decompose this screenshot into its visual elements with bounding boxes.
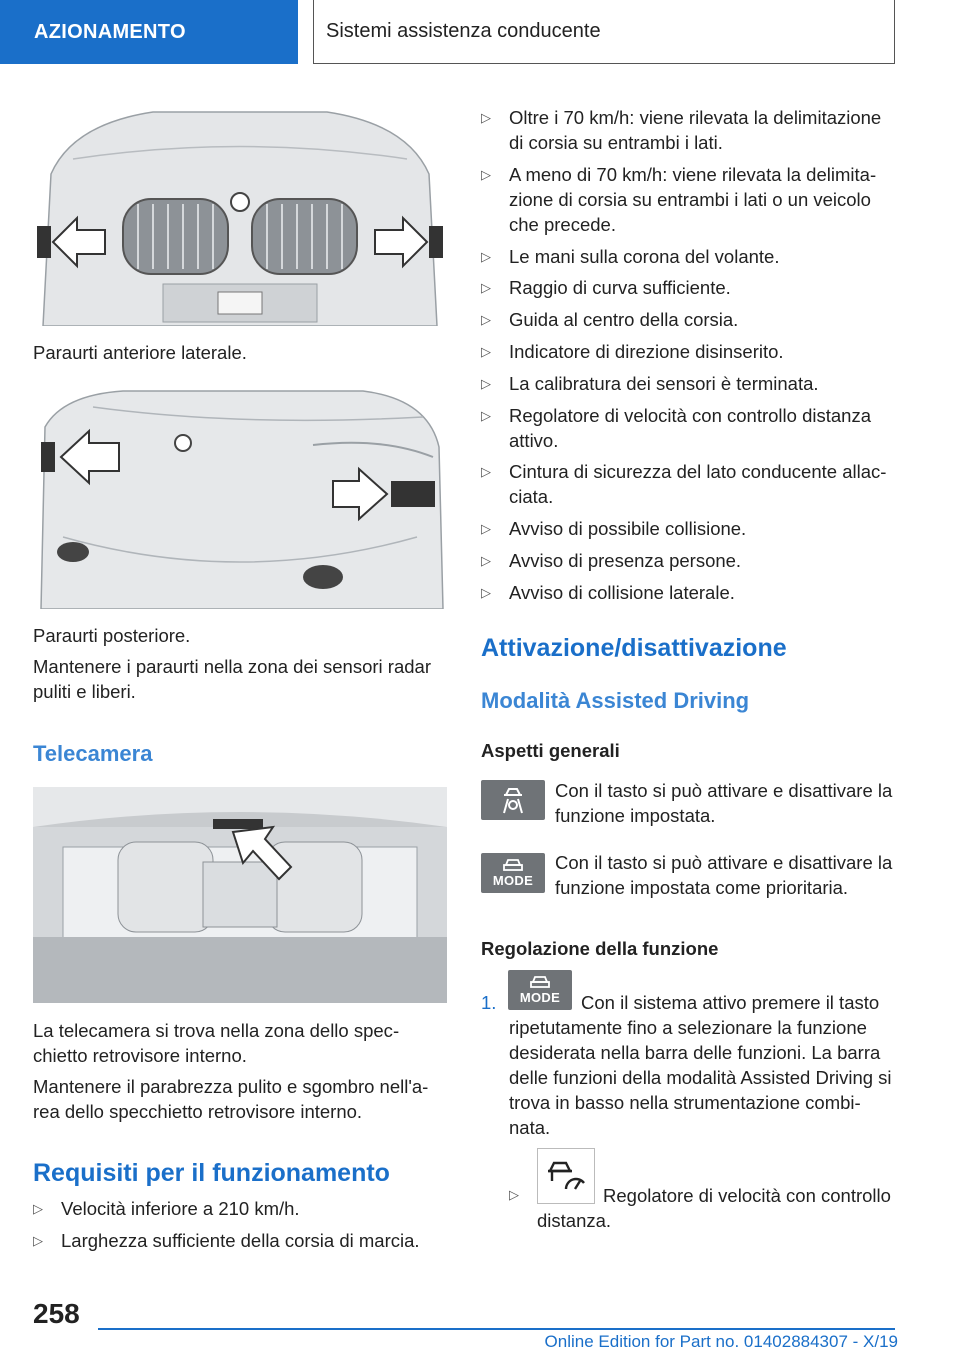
paragraph-radar-sensors: Mantenere i paraurti nella zona dei sensori radar puliti e liberi. bbox=[33, 656, 431, 702]
section-tab bbox=[0, 0, 298, 64]
button2-description: Con il tasto si può attivare e disattivare la funzione impostata come prioritaria. bbox=[555, 852, 893, 898]
list-item: ▷ Indicatore di direzione disinserito. bbox=[481, 339, 897, 364]
sub-item-description: Regolatore di velocità con controllo distanza. bbox=[537, 1185, 891, 1231]
chapter-header bbox=[313, 0, 895, 64]
footer-divider bbox=[98, 1328, 895, 1330]
caption-rear-bumper: Paraurti posteriore. bbox=[33, 625, 191, 646]
mode-label: MODE bbox=[492, 873, 534, 888]
heading-camera: Telecamera bbox=[33, 741, 153, 766]
list-item: ▷ Cintura di sicurezza del lato conducente allacciata. bbox=[481, 459, 897, 509]
page-number: 258 bbox=[33, 1298, 80, 1329]
footer-edition: Online Edition for Part no. 01402884307 - X/19 bbox=[544, 1332, 898, 1351]
chapter-title: Sistemi assistenza conducente bbox=[326, 20, 601, 42]
rear-bumper-figure bbox=[33, 387, 447, 609]
list-item: ▷ Raggio di curva sufficiente. bbox=[481, 275, 897, 300]
list-item: ▷ La calibratura dei sensori è terminata. bbox=[481, 371, 897, 396]
step-number: 1. bbox=[481, 992, 497, 1013]
list-item: ▷ Avviso di presenza persone. bbox=[481, 548, 897, 573]
caption-front-bumper: Paraurti anteriore laterale. bbox=[33, 342, 247, 363]
heading-general: Aspetti generali bbox=[481, 740, 620, 761]
sub-bullet-marker: ▷ bbox=[509, 1187, 519, 1202]
mode-button-image bbox=[481, 853, 545, 893]
list-item: ▷ Regolatore di velocità con controllo distanza attivo. bbox=[481, 403, 897, 453]
list-item: ▷ Guida al centro della corsia. bbox=[481, 307, 897, 332]
list-item: ▷ Larghezza sufficiente della corsia di marcia. bbox=[33, 1228, 447, 1253]
list-item: ▷ Le mani sulla corona del volante. bbox=[481, 244, 897, 269]
heading-assisted-driving: Modalità Assisted Driving bbox=[481, 688, 750, 713]
vehicle-icon bbox=[502, 859, 524, 873]
assisted-driving-button-image bbox=[481, 780, 545, 820]
button1-description: Con il tasto si può attivare e disattivare la funzione impostata. bbox=[555, 780, 893, 826]
paragraph-camera-clean: Mantenere il parabrezza pulito e sgombro nell'area dello specchietto retrovisore interno. bbox=[33, 1076, 429, 1122]
requirements-list-right bbox=[481, 105, 897, 612]
list-item: ▷ A meno di 70 km/h: viene rilevata la delimitazione di corsia su entrambi i lati o un veicolo che precede. bbox=[481, 162, 897, 237]
list-item: ▷ Velocità inferiore a 210 km/h. bbox=[33, 1196, 447, 1221]
camera-figure bbox=[33, 787, 447, 1003]
step1-description: Con il sistema attivo premere il tasto ripetutamente fino a selezionare la funzione desiderata nella barra delle funzioni. La barra delle funzioni della modalità Assisted Driving si trova in basso nella strumentazione combinata. bbox=[509, 992, 892, 1138]
vehicle-icon bbox=[529, 976, 551, 990]
heading-activation: Attivazione/disattivazione bbox=[481, 634, 787, 662]
heading-regulation: Regolazione della funzione bbox=[481, 938, 719, 959]
mode-label: MODE bbox=[519, 990, 561, 1005]
paragraph-camera-location: La telecamera si trova nella zona dello specchietto retrovisore interno. bbox=[33, 1020, 400, 1066]
front-bumper-figure bbox=[33, 104, 447, 326]
section-title: AZIONAMENTO bbox=[34, 20, 186, 43]
heading-requirements: Requisiti per il funzionamento bbox=[33, 1159, 390, 1187]
requirements-list-left bbox=[33, 1196, 447, 1260]
assisted-driving-icon bbox=[496, 785, 530, 815]
list-item: ▷ Avviso di possibile collisione. bbox=[481, 516, 897, 541]
list-item: ▷ Oltre i 70 km/h: viene rilevata la delimitazione di corsia su entrambi i lati. bbox=[481, 105, 897, 155]
list-item: ▷ Avviso di collisione laterale. bbox=[481, 580, 897, 605]
